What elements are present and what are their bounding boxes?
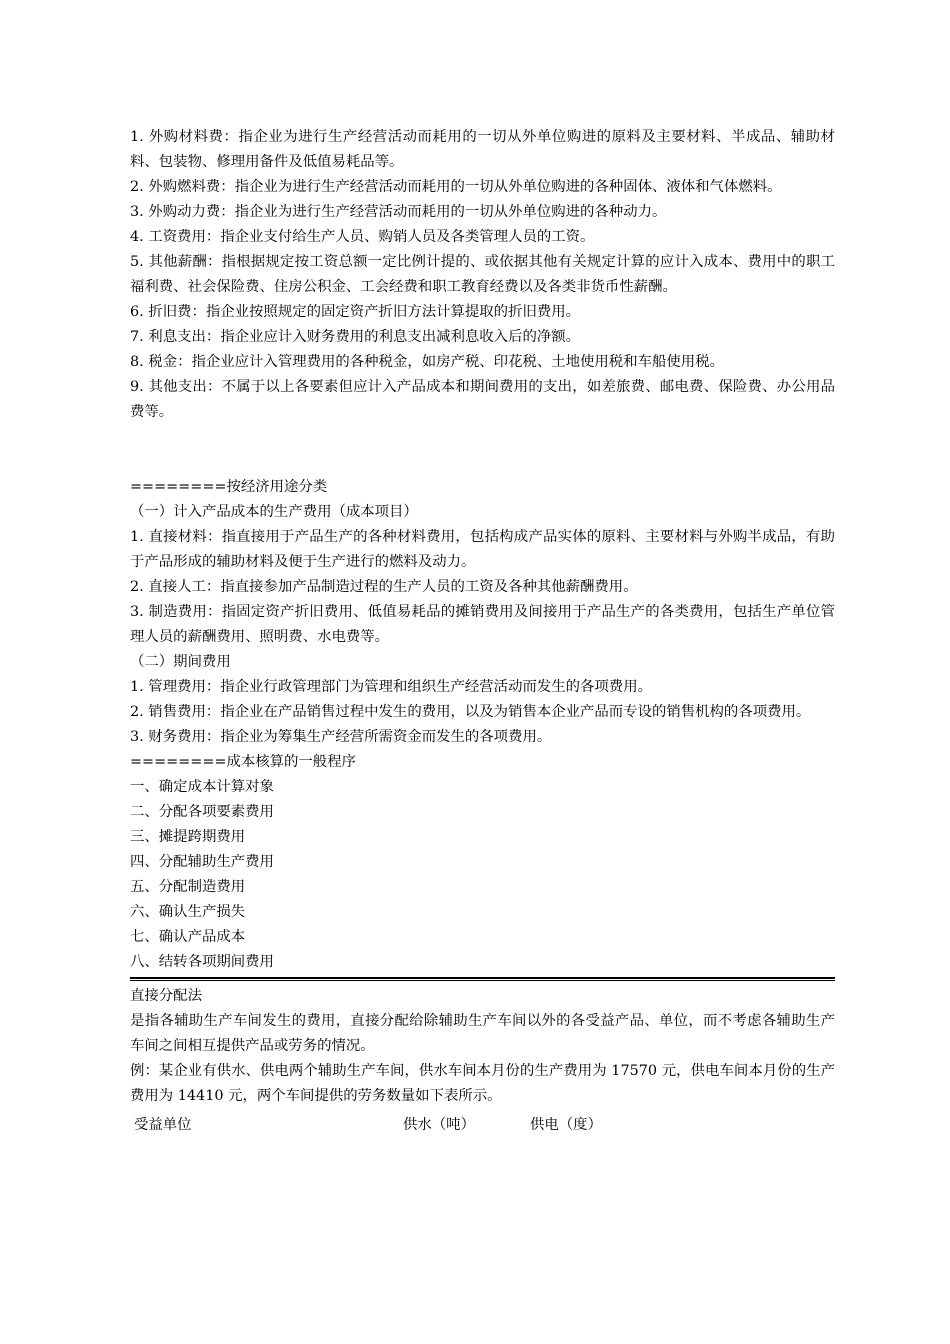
list-item: 八、结转各项期间费用 xyxy=(130,954,274,970)
list-item: 六、确认生产损失 xyxy=(130,904,246,920)
list-item: 5. 其他薪酬：指根据规定按工资总额一定比例计提的、或依据其他有关规定计算的应计入成本、费用中的职工福利费、社会保险费、住房公积金、工会经费和职工教育经费以及各类非货币性薪酬。 xyxy=(130,254,835,295)
cost-elements-list xyxy=(130,125,835,425)
list-item: 7. 利息支出：指企业应计入财务费用的利息支出减利息收入后的净额。 xyxy=(130,329,581,345)
list-item: 3. 制造费用：指固定资产折旧费用、低值易耗品的摊销费用及间接用于产品生产的各类费用，包括生产单位管理人员的薪酬费用、照明费、水电费等。 xyxy=(130,604,835,645)
subsection-heading: （一）计入产品成本的生产费用（成本项目） xyxy=(130,504,418,520)
spacer xyxy=(130,425,835,475)
list-item: 6. 折旧费：指企业按照规定的固定资产折旧方法计算提取的折旧费用。 xyxy=(130,304,581,320)
subsection-heading: （二）期间费用 xyxy=(130,654,231,670)
section-title: 直接分配法 xyxy=(130,988,202,1004)
table-header-cell: 受益单位 xyxy=(134,1117,192,1133)
list-item: 1. 直接材料：指直接用于产品生产的各种材料费用，包括构成产品实体的原料、主要材料与外购半成品，有助于产品形成的辅助材料及便于生产进行的燃料及动力。 xyxy=(130,529,835,570)
list-item: 二、分配各项要素费用 xyxy=(130,804,274,820)
table-header-cell: 供电（度） xyxy=(530,1117,602,1133)
list-item: 五、分配制造费用 xyxy=(130,879,246,895)
list-item: 8. 税金：指企业应计入管理费用的各种税金，如房产税、印花税、土地使用税和车船使用税。 xyxy=(130,354,724,370)
definition-paragraph: 是指各辅助生产车间发生的费用，直接分配给除辅助生产车间以外的各受益产品、单位，而不考虑各辅助生产车间之间相互提供产品或劳务的情况。 xyxy=(130,1013,835,1054)
list-item: 2. 直接人工：指直接参加产品制造过程的生产人员的工资及各种其他薪酬费用。 xyxy=(130,579,638,595)
list-item: 一、确定成本计算对象 xyxy=(130,779,274,795)
list-item: 三、摊提跨期费用 xyxy=(130,829,246,845)
list-item: 四、分配辅助生产费用 xyxy=(130,854,274,870)
list-item: 1. 外购材料费：指企业为进行生产经营活动而耗用的一切从外单位购进的原料及主要材料、半成品、辅助材料、包装物、修理用备件及低值易耗品等。 xyxy=(130,129,835,170)
example-paragraph: 例：某企业有供水、供电两个辅助生产车间，供水车间本月份的生产费用为 17570 元，供电车间本月份的生产费用为 14410 元，两个车间提供的劳务数量如下表所示。 xyxy=(130,1063,835,1104)
double-rule-divider xyxy=(130,977,835,981)
list-item: 七、确认产品成本 xyxy=(130,929,246,945)
direct-allocation-section xyxy=(130,984,835,1138)
list-item: 2. 销售费用：指企业在产品销售过程中发生的费用，以及为销售本企业产品而专设的销售机构的各项费用。 xyxy=(130,704,811,720)
economic-use-section xyxy=(130,475,835,750)
document-page xyxy=(130,125,835,1138)
list-item: 3. 财务费用：指企业为筹集生产经营所需资金而发生的各项费用。 xyxy=(130,729,552,745)
section-heading: ========按经济用途分类 xyxy=(130,479,328,495)
list-item: 3. 外购动力费：指企业为进行生产经营活动而耗用的一切从外单位购进的各种动力。 xyxy=(130,204,667,220)
table-header-row xyxy=(130,1113,835,1138)
table-header-cell: 供水（吨） xyxy=(403,1117,475,1133)
list-item: 4. 工资费用：指企业支付给生产人员、购销人员及各类管理人员的工资。 xyxy=(130,229,595,245)
accounting-procedure-section xyxy=(130,750,835,975)
list-item: 9. 其他支出：不属于以上各要素但应计入产品成本和期间费用的支出，如差旅费、邮电费、保险费、办公用品费等。 xyxy=(130,379,835,420)
section-heading: ========成本核算的一般程序 xyxy=(130,754,356,770)
list-item: 1. 管理费用：指企业行政管理部门为管理和组织生产经营活动而发生的各项费用。 xyxy=(130,679,652,695)
list-item: 2. 外购燃料费：指企业为进行生产经营活动而耗用的一切从外单位购进的各种固体、液体和气体燃料。 xyxy=(130,179,782,195)
